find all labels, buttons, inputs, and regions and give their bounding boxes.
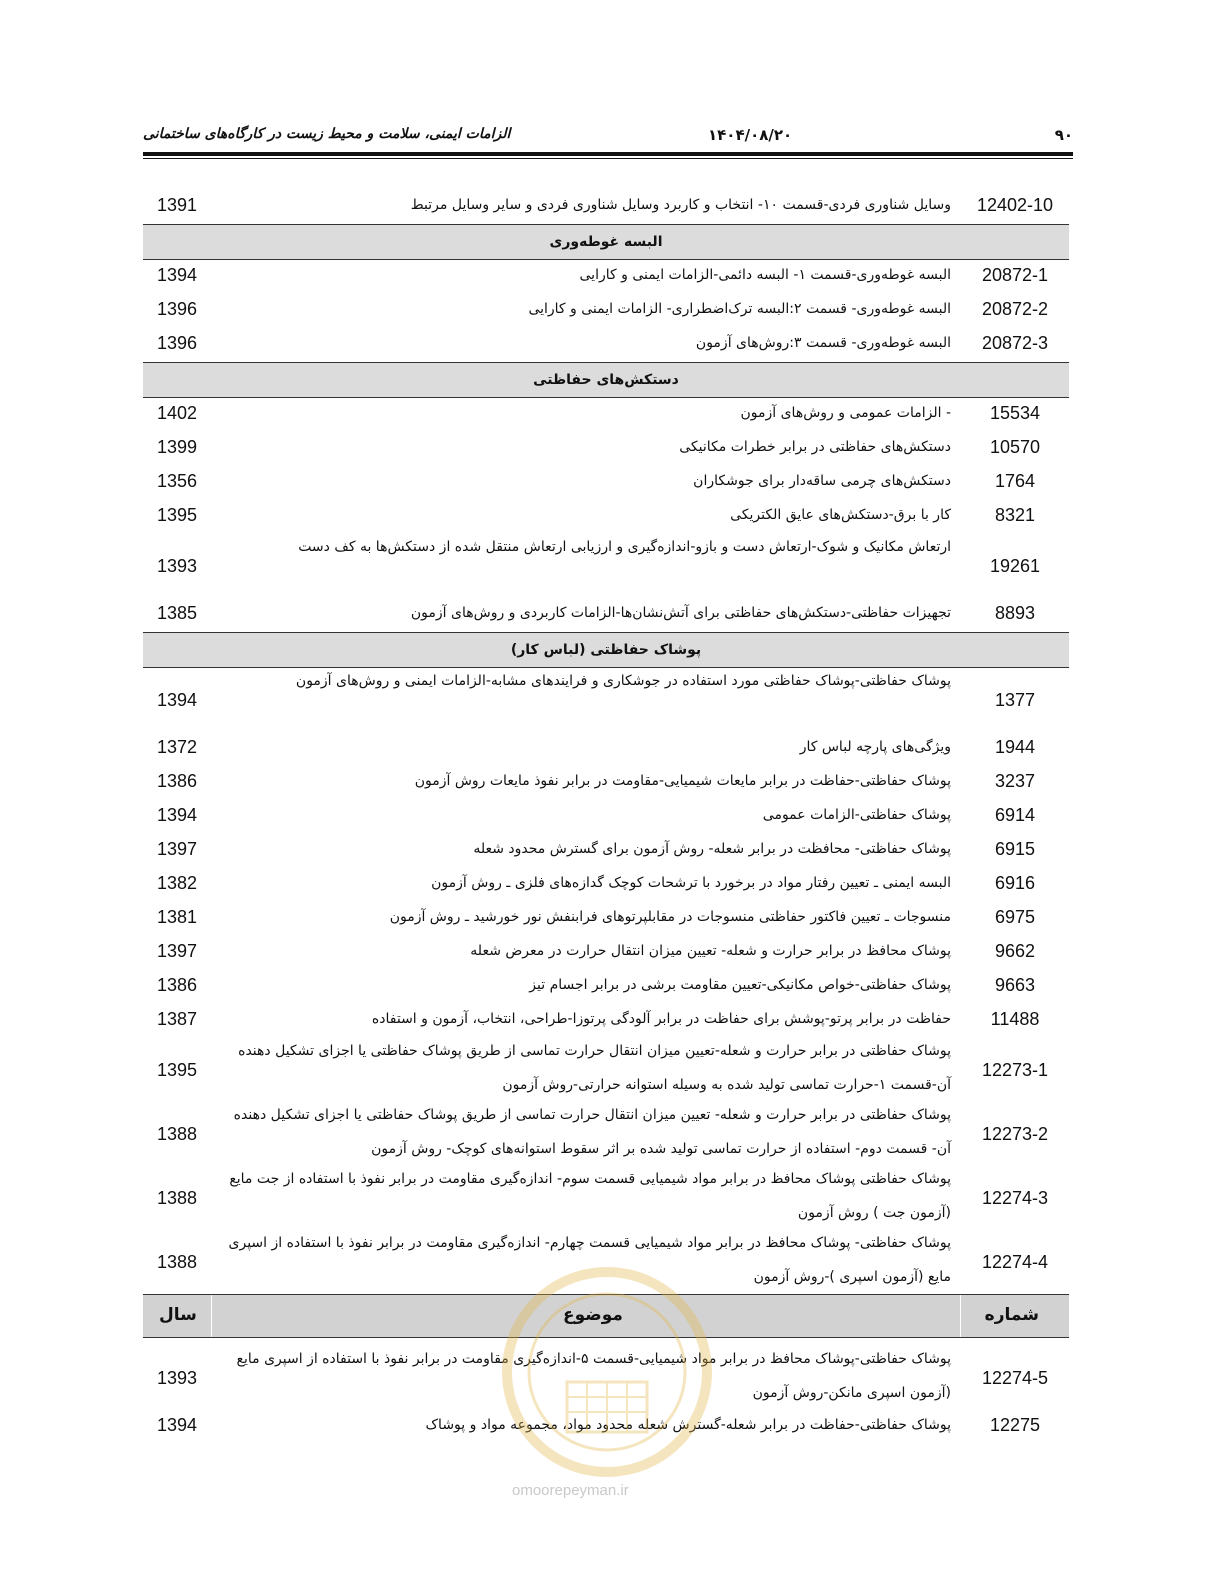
standard-subject: دستکش‌های چرمی ساقه‌دار برای جوشکاران	[693, 473, 951, 489]
standard-subject: دستکش‌های حفاظتی در برابر خطرات مکانیکی	[679, 439, 951, 455]
standard-number: 12274-5	[981, 1368, 1049, 1388]
standard-year: 1372	[156, 737, 198, 757]
standard-number: 12274-4	[981, 1252, 1049, 1272]
standard-subject: ویژگی‌های پارچه لباس کار	[799, 739, 951, 755]
table-row	[143, 260, 1069, 294]
standard-year: 1393	[156, 556, 198, 576]
table-row	[143, 834, 1069, 868]
standard-subject: پوشاک حفاظتی در برابر حرارت و شعله- تعیین میزان انتقال حرارت تماسی از طریق پوشاک حفاظتی یا اجزای تشکیل دهنده آن- قسمت دوم- استفاده از حرارت تماسی تولید شده بر اثر سقوط استوانه‌های کوچک- روش آزمون	[233, 1107, 951, 1157]
standard-year: 1386	[156, 771, 198, 791]
standard-subject: کار با برق-دستکش‌های عایق الکتریکی	[730, 507, 951, 523]
table-row	[143, 902, 1069, 936]
standard-subject: پوشاک حفاظتی-الزامات عمومی	[762, 807, 951, 823]
standards-table	[143, 190, 1069, 1444]
table-row	[143, 936, 1069, 970]
standard-number: 6914	[994, 805, 1036, 825]
standard-subject: حفاظت در برابر پرتو-پوشش برای حفاظت در برابر آلودگی پرتوزا-طراحی، انتخاب، آزمون و استفاده	[371, 1011, 951, 1027]
column-divider	[960, 1295, 961, 1337]
standard-number: 19261	[989, 556, 1041, 576]
standard-number: 20872-1	[981, 265, 1049, 285]
table-row	[143, 432, 1069, 466]
standard-number: 8893	[994, 603, 1036, 623]
standard-year: 1387	[156, 1009, 198, 1029]
standard-year: 1393	[156, 1368, 198, 1388]
standard-year: 1397	[156, 941, 198, 961]
table-row	[143, 1038, 1069, 1102]
standard-subject: تجهیزات حفاظتی-دستکش‌های حفاظتی برای آتش‌نشان‌ها-الزامات کاربردی و روش‌های آزمون	[410, 605, 951, 621]
standard-subject: پوشاک حفاظتی- محافظت در برابر شعله- روش آزمون برای گسترش محدود شعله	[473, 841, 951, 857]
standard-year: 1402	[156, 403, 198, 423]
table-row	[143, 598, 1069, 632]
standard-subject: پوشاک حفاظتی در برابر حرارت و شعله-تعیین میزان انتقال حرارت تماسی از طریق پوشاک حفاظتی یا اجزای تشکیل دهنده آن-قسمت ۱-حرارت تماسی تولید شده به وسیله استوانه حرارتی-روش آزمون	[238, 1043, 951, 1093]
standard-subject: ارتعاش مکانیک و شوک-ارتعاش دست و بازو-اندازه‌گیری و ارزیابی ارتعاش منتقل شده از دستکش‌ها به کف دست	[298, 539, 951, 555]
standard-number: 20872-3	[981, 333, 1049, 353]
header-title: الزامات ایمنی، سلامت و محیط زیست در کارگاه‌های ساختمانی	[143, 126, 511, 142]
standard-number: 1377	[994, 690, 1036, 710]
page-header	[143, 120, 1073, 152]
standard-subject: پوشاک حفاظتی- پوشاک محافظ در برابر مواد شیمیایی قسمت چهارم- اندازه‌گیری مقاومت در برابر نفوذ با استفاده از اسپری مایع (آزمون اسپری )-روش آزمون	[228, 1235, 951, 1285]
standard-subject: پوشاک حفاظتی-خواص مکانیکی-تعیین مقاومت برشی در برابر اجسام تیز	[529, 977, 951, 993]
standard-number: 12275	[989, 1415, 1041, 1435]
seal-logo-icon	[497, 1262, 717, 1482]
header-rule-thick	[143, 152, 1073, 156]
standard-year: 1396	[156, 299, 198, 319]
standard-number: 1944	[994, 737, 1036, 757]
standard-number: 8321	[994, 505, 1036, 525]
standard-number: 6975	[994, 907, 1036, 927]
standard-year: 1388	[156, 1188, 198, 1208]
standard-number: 6915	[994, 839, 1036, 859]
standard-number: 1764	[994, 471, 1036, 491]
standard-year: 1394	[156, 805, 198, 825]
standard-year: 1381	[156, 907, 198, 927]
standard-year: 1388	[156, 1252, 198, 1272]
table-row	[143, 970, 1069, 1004]
watermark-text: omoorepeyman.ir	[512, 1482, 629, 1499]
standard-subject: منسوجات ـ تعیین فاکتور حفاظتی منسوجات در مقابلپرتوهای فرابنفش نور خورشید ـ روش آزمون	[389, 909, 951, 925]
table-row	[143, 766, 1069, 800]
standard-year: 1395	[156, 1060, 198, 1080]
table-row	[143, 1102, 1069, 1166]
table-row	[143, 1004, 1069, 1038]
standard-number: 9662	[994, 941, 1036, 961]
standard-number: 3237	[994, 771, 1036, 791]
standard-number: 12402-10	[976, 195, 1054, 215]
standard-number: 11488	[990, 1009, 1040, 1029]
standard-number: 20872-2	[981, 299, 1049, 319]
standard-subject: پوشاک حفاظتی-پوشاک محافظ در برابر مواد شیمیایی-قسمت ۵-اندازه‌گیری مقاومت در برابر نفوذ با استفاده از اسپری مایع (آزمون اسپری مانکن-روش آزمون	[236, 1351, 951, 1401]
table-row	[143, 190, 1069, 224]
standard-subject: - الزامات عمومی و روش‌های آزمون	[740, 405, 951, 421]
standard-subject: وسایل شناوری فردی-قسمت ۱۰- انتخاب و کاربرد وسایل شناوری فردی و سایر وسایل مرتبط	[410, 197, 951, 213]
standard-subject: البسه غوطه‌وری- قسمت ۳:روش‌های آزمون	[695, 335, 951, 351]
standard-year: 1399	[156, 437, 198, 457]
column-header-subject: موضوع	[563, 1305, 623, 1325]
standard-year: 1388	[156, 1124, 198, 1144]
standard-subject: پوشاک حفاظتی-حفاظت در برابر شعله-گسترش شعله محدود مواد، مجموعه مواد و پوشاک	[425, 1417, 951, 1433]
standard-subject: پوشاک حفاظتی پوشاک محافظ در برابر مواد شیمیایی قسمت سوم- اندازه‌گیری مقاومت در برابر نفوذ با استفاده از جت مایع (آزمون جت ) روش آزمون	[229, 1171, 951, 1221]
standard-year: 1394	[156, 690, 198, 710]
standard-number: 10570	[989, 437, 1041, 457]
standard-year: 1395	[156, 505, 198, 525]
section-header: البسه غوطه‌وری	[143, 224, 1069, 260]
column-divider	[211, 1295, 212, 1337]
column-header-number: شماره	[984, 1305, 1039, 1325]
standard-subject: البسه ایمنی ـ تعیین رفتار مواد در برخورد با ترشحات کوچک گدازه‌های فلزی ـ روش آزمون	[431, 875, 951, 891]
section-header: پوشاک حفاظتی (لباس کار)	[143, 632, 1069, 668]
table-row	[143, 398, 1069, 432]
table-row	[143, 294, 1069, 328]
table-row	[143, 1166, 1069, 1230]
standard-subject: پوشاک محافظ در برابر حرارت و شعله- تعیین میزان انتقال حرارت در معرض شعله	[470, 943, 951, 959]
standard-year: 1386	[156, 975, 198, 995]
standard-number: 9663	[994, 975, 1036, 995]
standard-year: 1394	[156, 265, 198, 285]
column-header-year: سال	[159, 1305, 197, 1325]
table-row	[143, 534, 1069, 598]
table-row	[143, 328, 1069, 362]
standard-number: 12273-1	[981, 1060, 1049, 1080]
header-date: ۱۴۰۴/۰۸/۲۰	[708, 126, 793, 144]
standard-year: 1382	[156, 873, 198, 893]
standard-subject: پوشاک حفاظتی-حفاظت در برابر مایعات شیمیایی-مقاومت در برابر نفوذ مایعات روش آزمون	[414, 773, 951, 789]
table-row	[143, 500, 1069, 534]
standard-number: 15534	[989, 403, 1041, 423]
standard-year: 1397	[156, 839, 198, 859]
standard-subject: البسه غوطه‌وری-قسمت ۱- البسه دائمی-الزامات ایمنی و کارایی	[579, 267, 951, 283]
standard-number: 6916	[994, 873, 1036, 893]
section-header: دستکش‌های حفاظتی	[143, 362, 1069, 398]
standard-subject: پوشاک حفاظتی-پوشاک حفاظتی مورد استفاده در جوشکاری و فرایندهای مشابه-الزامات ایمنی و روش‌های آزمون	[295, 673, 951, 689]
header-rule-thin	[143, 158, 1073, 159]
standard-number: 12273-2	[981, 1124, 1049, 1144]
standard-year: 1385	[156, 603, 198, 623]
table-row	[143, 668, 1069, 732]
page-number: ۹۰	[1054, 126, 1073, 144]
standard-year: 1396	[156, 333, 198, 353]
table-row	[143, 732, 1069, 766]
standard-year: 1391	[156, 195, 198, 215]
table-row	[143, 466, 1069, 500]
standard-year: 1356	[156, 471, 198, 491]
table-row	[143, 800, 1069, 834]
standard-year: 1394	[156, 1415, 198, 1435]
standard-subject: البسه غوطه‌وری- قسمت ۲:البسه ترک‌اضطراری- الزامات ایمنی و کارایی	[528, 301, 951, 317]
table-row	[143, 868, 1069, 902]
standard-number: 12274-3	[981, 1188, 1049, 1208]
